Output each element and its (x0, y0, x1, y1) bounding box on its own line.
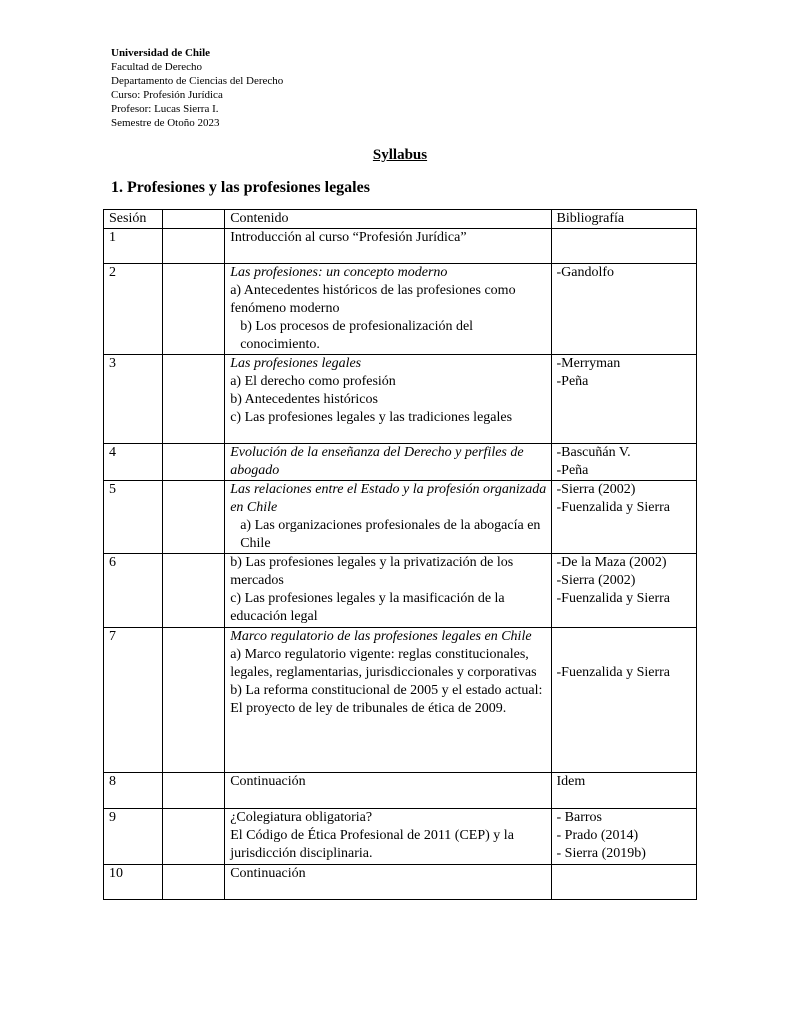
blank-cell (162, 865, 225, 900)
blank-cell (162, 481, 225, 554)
content-cell (225, 355, 551, 444)
content-line: a) El derecho como profesión (230, 374, 396, 389)
bibliography-entry: - Barros (556, 810, 602, 825)
bibliography-entry: -Bascuñán V. (556, 445, 631, 460)
content-line: b) Las profesiones legales y la privatización de los mercados (230, 555, 514, 588)
bibliography-entry: - Sierra (2019b) (556, 846, 646, 861)
content-cell (225, 554, 551, 628)
content-line: Continuación (230, 866, 306, 881)
session-number: 8 (104, 773, 163, 809)
bibliography-entry: -Fuenzalida y Sierra (556, 591, 671, 606)
table-row (104, 481, 697, 554)
semester-label: Semestre de Otoño 2023 (111, 117, 220, 129)
bibliography-entry: - Prado (2014) (556, 828, 639, 843)
bibliography-cell (551, 229, 697, 264)
bibliography-entry: -Gandolfo (556, 265, 615, 280)
content-line: c) Las profesiones legales y las tradiciones legales (230, 410, 513, 425)
content-cell (225, 809, 551, 865)
bibliography-cell (551, 773, 697, 809)
table-row (104, 865, 697, 900)
bibliography-cell (551, 355, 697, 444)
bibliography-entry: -Sierra (2002) (556, 573, 636, 588)
session-number: 7 (104, 628, 163, 773)
bibliography-entry: Idem (556, 774, 586, 789)
table-row (104, 264, 697, 355)
professor-name: Profesor: Lucas Sierra I. (111, 103, 219, 115)
blank-cell (162, 264, 225, 355)
content-cell (225, 628, 551, 773)
department-name: Departamento de Ciencias del Derecho (111, 75, 284, 87)
bibliography-entry: -Merryman (556, 356, 621, 371)
bibliography-cell (551, 809, 697, 865)
bibliography-cell (551, 444, 697, 481)
session-number: 1 (104, 229, 163, 264)
session-number: 2 (104, 264, 163, 355)
blank-cell (162, 628, 225, 773)
session-number: 9 (104, 809, 163, 865)
session-number: 5 (104, 481, 163, 554)
table-row (104, 444, 697, 481)
bibliography-entry: -Sierra (2002) (556, 482, 636, 497)
content-line: c) Las profesiones legales y la masificación de la educación legal (230, 591, 505, 624)
content-line: b) La reforma constitucional de 2005 y el estado actual: El proyecto de ley de tribunales de ética de 2009. (230, 683, 543, 716)
document-header (111, 46, 283, 130)
bibliography-cell (551, 554, 697, 628)
header-session: Sesión (104, 210, 163, 229)
bibliography-entry: -Fuenzalida y Sierra (556, 665, 671, 680)
content-topic-title: Marco regulatorio de las profesiones legales en Chile (230, 629, 532, 644)
content-topic-title: Evolución de la enseñanza del Derecho y perfiles de abogado (230, 445, 524, 478)
content-line: b) Antecedentes históricos (230, 392, 378, 407)
header-blank (162, 210, 225, 229)
content-topic-title: Las profesiones legales (230, 356, 362, 371)
header-content: Contenido (225, 210, 551, 229)
bibliography-entry: -Peña (556, 374, 589, 389)
faculty-name: Facultad de Derecho (111, 61, 203, 73)
content-cell (225, 481, 551, 554)
blank-cell (162, 554, 225, 628)
bibliography-entry: -De la Maza (2002) (556, 555, 667, 570)
course-name: Curso: Profesión Jurídica (111, 89, 223, 101)
content-line: a) Marco regulatorio vigente: reglas constitucionales, legales, reglamentarias, jurisdiccionales y corporativas (230, 647, 537, 680)
table-body (104, 229, 697, 900)
table-row (104, 809, 697, 865)
content-cell (225, 773, 551, 809)
content-line: ¿Colegiatura obligatoria? (230, 810, 373, 825)
table-row (104, 355, 697, 444)
content-cell (225, 229, 551, 264)
content-line: a) Antecedentes históricos de las profesiones como fenómeno moderno (230, 283, 516, 316)
content-line: Introducción al curso “Profesión Jurídica” (230, 230, 467, 245)
content-line: El Código de Ética Profesional de 2011 (CEP) y la jurisdicción disciplinaria. (230, 828, 514, 861)
session-number: 10 (104, 865, 163, 900)
institution-name: Universidad de Chile (111, 47, 211, 59)
bibliography-cell (551, 628, 697, 773)
blank-cell (162, 773, 225, 809)
blank-cell (162, 229, 225, 264)
table-header-row (104, 210, 697, 229)
session-number: 6 (104, 554, 163, 628)
content-line: Continuación (230, 774, 306, 789)
syllabus-table (103, 209, 697, 900)
table-row (104, 229, 697, 264)
content-line: a) Las organizaciones profesionales de la abogacía en Chile (240, 518, 541, 551)
section-heading: 1. Profesiones y las profesiones legales (111, 179, 370, 196)
content-line: b) Los procesos de profesionalización del conocimiento. (240, 319, 474, 352)
bibliography-cell (551, 264, 697, 355)
blank-cell (162, 444, 225, 481)
bibliography-cell (551, 865, 697, 900)
bibliography-entry: -Fuenzalida y Sierra (556, 500, 671, 515)
blank-cell (162, 809, 225, 865)
content-cell (225, 865, 551, 900)
content-topic-title: Las relaciones entre el Estado y la profesión organizada en Chile (230, 482, 547, 515)
table-row (104, 554, 697, 628)
content-cell (225, 444, 551, 481)
header-bibliography: Bibliografía (551, 210, 697, 229)
content-cell (225, 264, 551, 355)
content-topic-title: Las profesiones: un concepto moderno (230, 265, 448, 280)
table-row (104, 628, 697, 773)
bibliography-cell (551, 481, 697, 554)
bibliography-entry: -Peña (556, 463, 589, 478)
session-number: 4 (104, 444, 163, 481)
session-number: 3 (104, 355, 163, 444)
table-row (104, 773, 697, 809)
page-title: Syllabus (372, 147, 428, 163)
blank-cell (162, 355, 225, 444)
